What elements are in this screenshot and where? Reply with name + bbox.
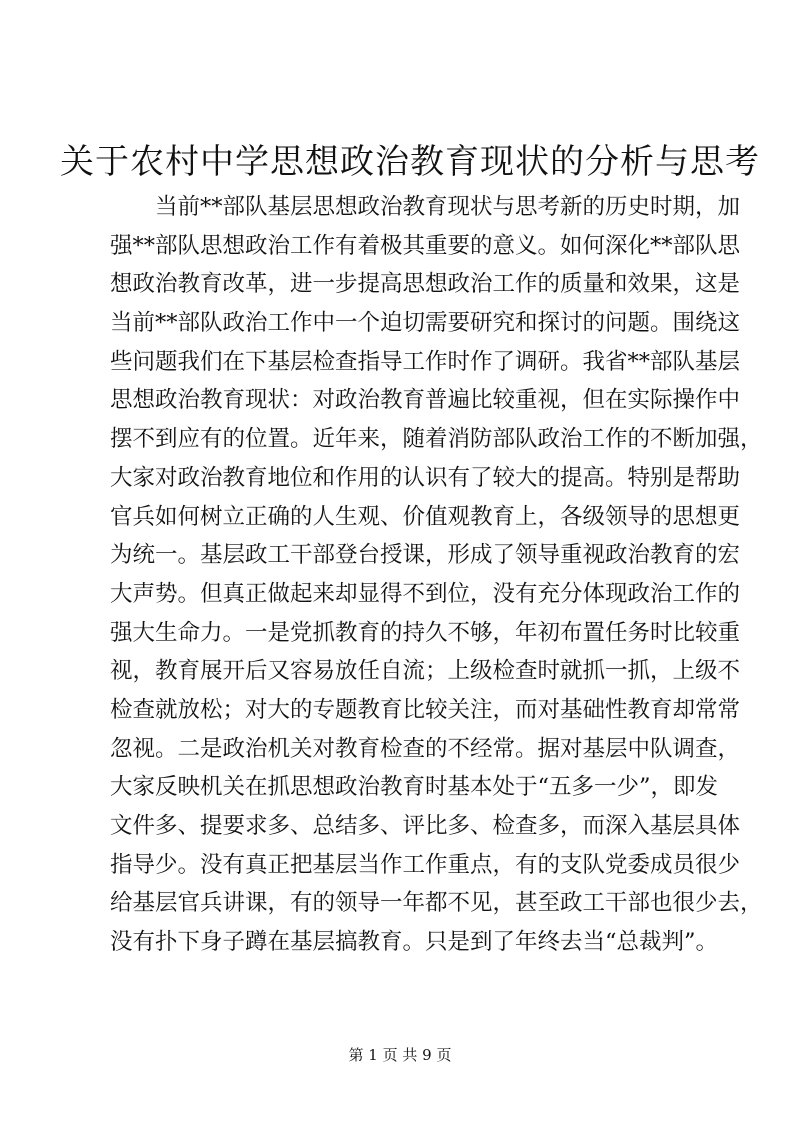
document-title: 关于农村中学思想政治教育现状的分析与思考 xyxy=(60,142,760,182)
paragraph-line: 些问题我们在下基层检查指导工作时作了调研。我省**部队基层 xyxy=(110,348,741,375)
paragraph-line: 视，教育展开后又容易放任自流；上级检查时就抓一抓，上级不 xyxy=(110,658,741,685)
paragraph-line: 大声势。但真正做起来却显得不到位，没有充分体现政治工作的 xyxy=(110,580,741,607)
paragraph-line: 想政治教育改革，进一步提高思想政治工作的质量和效果，这是 xyxy=(110,271,741,298)
paragraph-line: 没有扑下身子蹲在基层搞教育。只是到了年终去当“总裁判”。 xyxy=(110,929,719,956)
paragraph-line: 当前**部队政治工作中一个迫切需要研究和探讨的问题。围绕这 xyxy=(110,310,741,337)
paragraph-line: 给基层官兵讲课，有的领导一年都不见，甚至政工干部也很少去， xyxy=(110,890,763,917)
paragraph-line: 文件多、提要求多、总结多、评比多、检查多，而深入基层具体 xyxy=(110,813,741,839)
paragraph-line: 强大生命力。一是党抓教育的持久不够，年初布置任务时比较重 xyxy=(110,619,741,646)
paragraph-line: 大家反映机关在抓思想政治教育时基本处于“五多一少”，即发 xyxy=(110,774,719,801)
page-number-footer: 第 1 页 共 9 页 xyxy=(348,1046,452,1064)
paragraph-line: 为统一。基层政工干部登台授课，形成了领导重视政治教育的宏 xyxy=(110,542,741,569)
paragraph-line: 检查就放松；对大的专题教育比较关注，而对基础性教育却常常 xyxy=(110,696,741,723)
paragraph-line: 大家对政治教育地位和作用的认识有了较大的提高。特别是帮助 xyxy=(110,464,741,491)
paragraph-line: 强**部队思想政治工作有着极其重要的意义。如何深化**部队思 xyxy=(110,232,741,259)
paragraph-line: 指导少。没有真正把基层当作工作重点，有的支队党委成员很少 xyxy=(110,851,741,878)
paragraph-line: 思想政治教育现状：对政治教育普遍比较重视，但在实际操作中 xyxy=(110,387,741,414)
paragraph-line: 官兵如何树立正确的人生观、价值观教育上，各级领导的思想更 xyxy=(110,503,741,530)
paragraph-line: 忽视。二是政治机关对教育检查的不经常。据对基层中队调查， xyxy=(110,735,741,762)
body-paragraph xyxy=(110,188,763,962)
paragraph-line: 摆不到应有的位置。近年来，随着消防部队政治工作的不断加强， xyxy=(110,426,763,453)
paragraph-line: 当前**部队基层思想政治教育现状与思考新的历史时期，加 xyxy=(155,194,741,220)
